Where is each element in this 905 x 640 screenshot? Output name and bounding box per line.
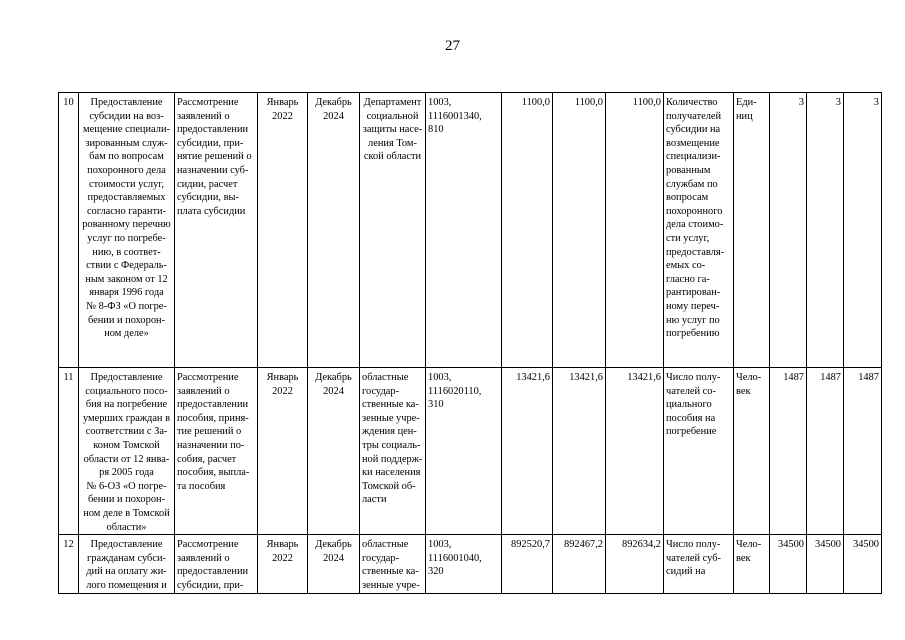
amount-year-3: 1100,0: [606, 93, 664, 368]
budget-code: 1003, 1116001340, 810: [426, 93, 502, 368]
measure-name: Предоставление социального посо- бия на погребение умерших граждан в соответствии с За- коном Томской области от 12 янва- ря 2005 года № 6-ОЗ «О погре- бении и похорон- ном деле в Томской области»: [79, 368, 175, 535]
row-number: 10: [59, 93, 79, 368]
start-date: Январь 2022: [258, 93, 308, 368]
executor: Департамент социальной защиты насе- ления Том- ской области: [360, 93, 426, 368]
start-date: Январь 2022: [258, 535, 308, 593]
end-date: Декабрь 2024: [308, 368, 360, 535]
amount-year-2: 13421,6: [553, 368, 606, 535]
measure-content: Рассмотрение заявлений о предоставлении пособия, приня- тие решений о назначении по- собия, расчет пособия, выпла- та пособия: [175, 368, 258, 535]
target-year-3: 34500: [844, 535, 882, 593]
measure-name: Предоставление субсидии на воз- мещение специали- зированным служ- бам по вопросам похоронного дела стоимости услуг, предоставляемых согласно гаранти- рованному перечню услуг по погребе- нию, в соответ- ствии с Федераль- ным законом от 12 января 1996 года № 8-ФЗ «О погре- бении и похорон- ном деле»: [79, 93, 175, 368]
target-year-2: 1487: [807, 368, 844, 535]
amount-year-1: 892520,7: [502, 535, 553, 593]
amount-year-3: 13421,6: [606, 368, 664, 535]
table-row: [59, 368, 882, 535]
indicator-name: Число полу- чателей суб- сидий на: [664, 535, 734, 593]
row-number: 11: [59, 368, 79, 535]
measure-content: Рассмотрение заявлений о предоставлении субсидии, при- нятие решений о назначении суб- сидии, расчет субсидии, вы- плата субсидии: [175, 93, 258, 368]
budget-code: 1003, 1116001040, 320: [426, 535, 502, 593]
target-year-1: 34500: [770, 535, 807, 593]
amount-year-1: 13421,6: [502, 368, 553, 535]
end-date: Декабрь 2024: [308, 93, 360, 368]
amount-year-2: 1100,0: [553, 93, 606, 368]
program-measures-table: [58, 92, 882, 594]
amount-year-2: 892467,2: [553, 535, 606, 593]
indicator-name: Количество получателей субсидии на возмещение специализи- рованным службам по вопросам похоронного дела стоимо- сти услуг, предоставля- емых со- гласно га- рантирован- ному переч- ню услуг по погребению: [664, 93, 734, 368]
page-number: 27: [445, 38, 460, 54]
amount-year-3: 892634,2: [606, 535, 664, 593]
target-year-1: 3: [770, 93, 807, 368]
amount-year-1: 1100,0: [502, 93, 553, 368]
target-year-3: 1487: [844, 368, 882, 535]
table-row: [59, 535, 882, 593]
executor: областные государ- ственные ка- зенные учре-: [360, 535, 426, 593]
unit: Чело- век: [734, 368, 770, 535]
unit: Чело- век: [734, 535, 770, 593]
target-year-2: 34500: [807, 535, 844, 593]
target-year-1: 1487: [770, 368, 807, 535]
table-row: [59, 93, 882, 368]
row-number: 12: [59, 535, 79, 593]
end-date: Декабрь 2024: [308, 535, 360, 593]
target-year-2: 3: [807, 93, 844, 368]
budget-code: 1003, 1116020110, 310: [426, 368, 502, 535]
unit: Еди- ниц: [734, 93, 770, 368]
executor: областные государ- ственные ка- зенные учре- ждения цен- тры социаль- ной поддерж- ки населения Томской об- ласти: [360, 368, 426, 535]
start-date: Январь 2022: [258, 368, 308, 535]
target-year-3: 3: [844, 93, 882, 368]
measure-name: Предоставление гражданам субси- дий на оплату жи- лого помещения и: [79, 535, 175, 593]
measure-content: Рассмотрение заявлений о предоставлении субсидии, при-: [175, 535, 258, 593]
indicator-name: Число полу- чателей со- циального пособия на погребение: [664, 368, 734, 535]
